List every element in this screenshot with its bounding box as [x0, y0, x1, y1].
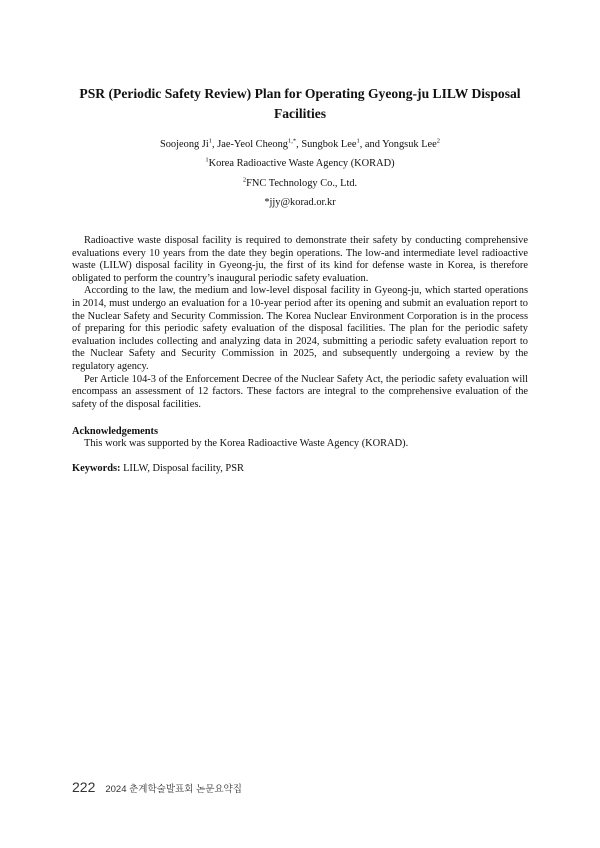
author-separator: , Sungbok Lee — [296, 139, 357, 150]
author-separator: , Jae-Yeol Cheong — [212, 139, 289, 150]
keywords-label: Keywords: — [72, 463, 121, 474]
acknowledgements-text: This work was supported by the Korea Radioactive Waste Agency (KORAD). — [84, 438, 409, 449]
affiliation-1: $^1$Korea Radioactive Waste Agency (KORAD) — [205, 156, 395, 169]
paragraph: Per Article 104-3 of the Enforcement Decree of the Nuclear Safety Act, the periodic safety evaluation will encompass an assessment of 12 factors. These factors are integral to the comprehensive evaluation of the safety of the disposal facilities. — [72, 373, 528, 410]
author-affiliation-mark: 1 — [356, 137, 360, 145]
paragraph: Radioactive waste disposal facility is required to demonstrate their safety by conducting comprehensive evaluations every 10 years from the date they begin operations. The low-and intermediate level radioactive waste (LILW) disposal facility in Gyeong-ju, the first of its kind for defense waste in Korea, is therefore obligated to perform the country’s inaugural periodic safety evaluation. — [72, 235, 528, 284]
proceedings-title: 2024 춘계학술발표회 논문요약집 — [105, 784, 242, 795]
acknowledgements-heading: Acknowledgements — [72, 426, 159, 437]
affiliation-2: $^2$FNC Technology Co., Ltd. — [242, 176, 358, 189]
abstract-body — [72, 235, 528, 411]
corresponding-email: *jjy@korad.or.kr — [264, 197, 336, 208]
author-list — [70, 138, 530, 152]
paragraph: According to the law, the medium and low-level disposal facility in Gyeong-ju, which started operations in 2014, must undergo an evaluation for a 10-year period after its opening and submit an evaluation report to the Nuclear Safety and Security Commission. The Korea Nuclear Environment Corporation is in the process of preparing for this periodic safety evaluation of the disposal facilities. The plan for the periodic safety evaluation includes collecting and analyzing data in 2024, submitting a periodic safety evaluation report to the Nuclear Safety and Security Commission in 2025, and subsequently undergoing a review by the regulatory agency. — [72, 285, 528, 372]
paper-title: PSR (Periodic Safety Review) Plan for Operating Gyeong-ju LILW Disposal Facilities — [79, 86, 521, 121]
keywords — [72, 462, 244, 475]
keywords-text: LILW, Disposal facility, PSR — [120, 463, 244, 474]
author-affiliation-mark: 2 — [436, 137, 441, 145]
author-separator: , and Yongsuk Lee — [359, 139, 437, 150]
author-affiliation-mark: 1,* — [288, 137, 297, 145]
page-footer — [72, 779, 242, 795]
author-name: Soojeong Ji — [159, 139, 209, 150]
author-affiliation-mark: 1 — [208, 137, 212, 145]
page-number: 222 — [72, 779, 96, 795]
